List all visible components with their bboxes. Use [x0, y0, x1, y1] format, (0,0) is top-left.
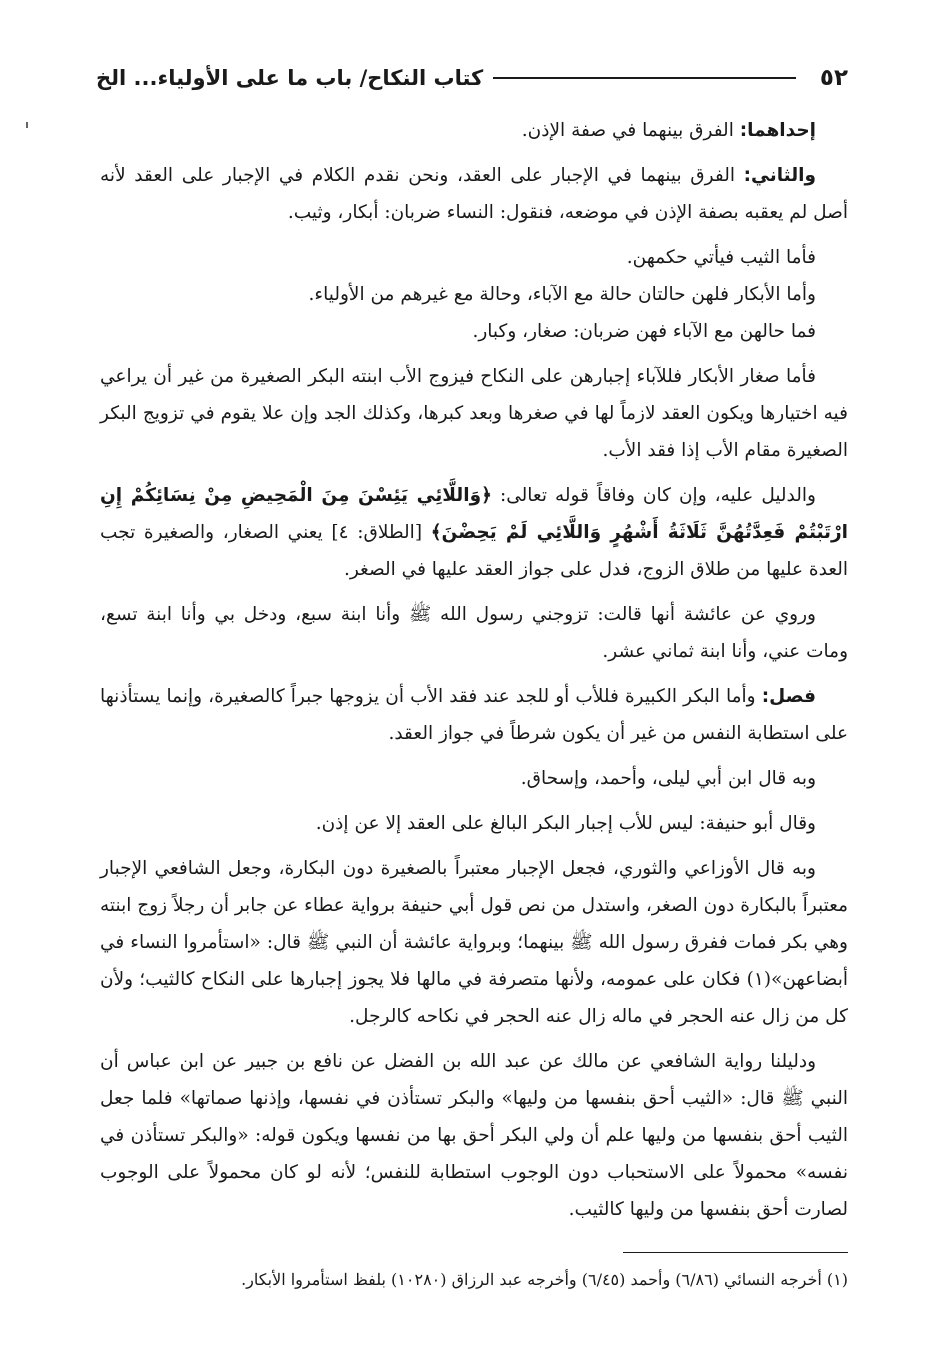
paragraph-abkar-with-fathers: فما حالهن مع الآباء فهن ضربان: صغار، وكبار. — [472, 321, 816, 342]
paragraph-abkar: وأما الأبكار فلهن حالتان حالة مع الآباء، وحالة مع غيرهم من الأولياء. — [308, 284, 816, 305]
evidence-intro: والدليل عليه، وإن كان وفاقاً قوله تعالى: — [491, 485, 816, 506]
paragraph-thayyib: فأما الثيب فيأتي حكمهن. — [626, 247, 816, 268]
main-text — [100, 112, 848, 1236]
paragraph-first-difference — [100, 112, 848, 149]
page-number: ٥٢ — [819, 65, 848, 91]
paragraph-second-difference — [100, 157, 848, 231]
paragraph-fasl-adult-virgin — [100, 678, 848, 752]
paragraph-our-evidence: ودليلنا رواية الشافعي عن مالك عن عبد الله بن الفضل عن نافع بن جبير عن ابن عباس أن النبي ﷺ قال: «الثيب أحق بنفسها من وليها» والبكر تستأذن في نفسها، وإذنها صماتها» فلما جعل الثيب أحق بنفسها من وليها علم أن ولي البكر أحق بها من نفسها ويكون قوله: «والبكر تستأذن في نفسه» محمولاً على الاستحباب دون الوجوب استطابة للنفس؛ لأنه لو كان محمولاً على الوجوب لصارت أحق بنفسها من وليها كالثيب. — [100, 1051, 848, 1220]
paragraph-lead: إحداهما: — [739, 120, 816, 141]
footnote-separator — [623, 1252, 848, 1253]
evidence-explanation: [الطلاق: ٤] يعني الصغار، والصغيرة تجب العدة عليها من طلاق الزوج، فدل على جواز العقد عليها في الصغر. — [100, 522, 848, 580]
paragraph-aisha-narration: وروي عن عائشة أنها قالت: تزوجني رسول الله ﷺ وأنا ابنة سبع، ودخل بي وأنا ابنة تسع، ومات عني، وأنا ابنة ثماني عشر. — [100, 604, 848, 662]
quran-verse: ﴿وَاللَّائِي يَئِسْنَ مِنَ الْمَحِيضِ مِنْ نِسَائِكُمْ إِنِ ارْتَبْتُمْ فَعِدَّتُهُنَّ ثَلَاثَةُ أَشْهُرٍ وَاللَّائِي لَمْ يَحِضْنَ﴾ — [100, 485, 848, 543]
running-title: كتاب النكاح/ باب ما على الأولياء... الخ — [96, 66, 484, 90]
paragraph-awzai-thawri: وبه قال الأوزاعي والثوري، فجعل الإجبار معتبراً بالصغيرة دون البكارة، وجعل الشافعي الإجبار معتبراً بالبكارة دون الصغر، واستدل من نص قول أبي حنيفة برواية عطاء عن جابر أن رجلاً زوج ابنته وهي بكر فمات ففرق رسول الله ﷺ بينهما؛ وبرواية عائشة أن النبي ﷺ قال: «استأمروا النساء في أبضاعهن»(١) فكان على عمومه، ولأنها متصرفة في مالها فلا يجوز إجبارها على النكاح كالثيب؛ ولأن كل من زال عنه الحجر في ماله زال عنه الحجر في نكاحه كالرجل. — [100, 858, 848, 1027]
paragraph-young-virgins: فأما صغار الأبكار فللآباء إجبارهن على النكاح فيزوج الأب ابنته البكر الصغيرة من غير أن يراعي فيه اختيارها ويكون العقد لازماً لها في صغرها وبعد كبرها، وكذلك الجد وإن علا يقوم في تزويج البكر الصغيرة مقام الأب إذا فقد الأب. — [100, 366, 848, 461]
page-header — [96, 58, 848, 98]
margin-mark — [26, 122, 28, 128]
paragraph-abu-hanifa: وقال أبو حنيفة: ليس للأب إجبار البكر البالغ على العقد إلا عن إذن. — [315, 813, 816, 834]
footnote: (١) أخرجه النسائي (٦/٨٦) وأحمد (٦/٤٥) وأخرجه عبد الرزاق (١٠٢٨٠) بلفظ استأمروا الأبكار. — [241, 1270, 848, 1289]
paragraph-lead: والثاني: — [743, 165, 816, 186]
paragraph-supporters: وبه قال ابن أبي ليلى، وأحمد، وإسحاق. — [520, 768, 816, 789]
paragraph-text: وأما البكر الكبيرة فللأب أو للجد عند فقد الأب أن يزوجها جبراً كالصغيرة، وإنما يستأذنها على استطابة النفس من غير أن يكون شرطاً في جواز العقد. — [100, 686, 848, 744]
paragraph-text: الفرق بينهما في صفة الإذن. — [521, 120, 740, 141]
paragraph-text: الفرق بينهما في الإجبار على العقد، ونحن نقدم الكلام في الإجبار على العقد لأنه أصل لم يعقبه بصفة الإذن في موضعه، فنقول: النساء ضربان: أبكار، وثيب. — [100, 165, 848, 223]
paragraph-evidence-quran — [100, 477, 848, 588]
section-lead: فصل: — [761, 686, 816, 707]
header-rule — [493, 77, 796, 79]
